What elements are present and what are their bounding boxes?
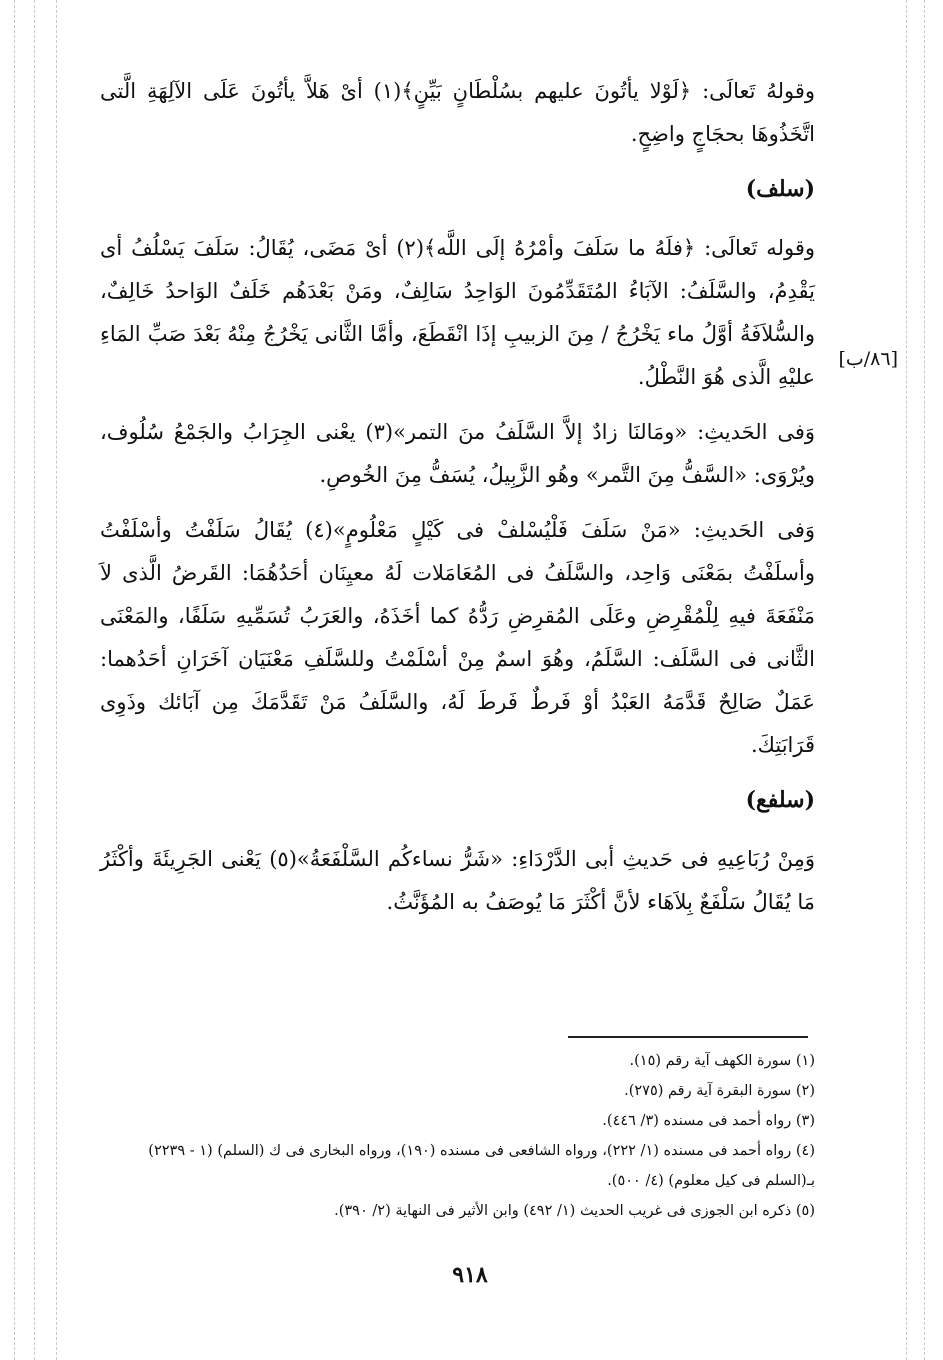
footnote-separator [568, 1036, 808, 1038]
entry-heading: (سلفع) [745, 787, 815, 813]
entry-heading: (سلف) [745, 176, 815, 202]
page-number: ٩١٨ [452, 1262, 488, 1288]
footnote: (١) سورة الكهف آية رقم (١٥). [629, 1053, 815, 1069]
margin-guide-line [34, 0, 35, 1360]
margin-guide-line [924, 0, 925, 1360]
margin-guide-line [906, 0, 907, 1360]
footnotes [100, 1046, 815, 1226]
margin-guide-line [56, 0, 57, 1360]
footnote: (٥) ذكره ابن الجوزى فى غريب الحديث (١/ ٤٩٢) وابن الأثير فى النهاية (٢/ ٣٩٠). [334, 1203, 815, 1219]
footnote: (٤) رواه أحمد فى مسنده (١/ ٢٢٢)، ورواه الشافعى فى مسنده (١٩٠)، ورواه البخارى فى ك (السلم) (١ - ٢٢٣٩) بـ(السلم فى كيل معلوم) (٤/ ٥٠٠). [148, 1143, 815, 1189]
folio-margin-note: [٨٦/ب] [838, 348, 898, 370]
paragraph: وَمِنْ رُبَاعِيهِ فى حَديثِ أبى الدَّرْدَاءِ: «شَرُّ نساءكُم السَّلْفَعَةُ»(٥) يَعْنى الجَرِيئَةَ وأكْثَرُ مَا يُقَالُ سَلْفَعٌ بِلاَهَاء لأنَّ أكْثَرَ مَا يُوصَفُ به المُؤَنَّثُ. [100, 847, 816, 914]
paragraph: وَفى الحَديثِ: «ومَالنَا زادٌ إلاَّ السَّلَفُ منَ التمر»(٣) يعْنى الجِرَابُ والجَمْعُ سُلُوف، ويُرْوَى: «السَّفُّ مِنَ التَّمر» وهُو الزَّبِيلُ، يُسَفُّ مِنَ الخُوصِ. [100, 420, 815, 487]
paragraph: وقولهُ تَعالَى: ﴿لَوْلا يأتُونَ عليهم بسُلْطَانٍ بَيِّنٍ﴾(١) أىْ هَلاَّ يأتُونَ عَلَى الآلِهَةِ الَّتى اتَّخَذُوهَا بحجَاجٍ واضِحٍ. [100, 79, 815, 146]
paragraph: وقوله تَعالَى: ﴿فلَهُ ما سَلَفَ وأمْرُهُ إلَى اللَّه﴾(٢) أىْ مَضَى، يُقَالُ: سَلَفَ يَسْلُفُ أى يَقْدِمُ، والسَّلَفُ: الآبَاءُ المُتَقَدِّمُونَ الوَاحِدُ سَالِفٌ، ومَنْ بَعْدَهُم خَلَفٌ الوَاحدُ خَالِفٌ، والسُّلاَفَةُ أوَّلُ ماء يَخْرُجُ / مِنَ الزبيبِ إذَا انْقَطَعَ، وأمَّا الثَّانى يَخْرُجُ مِنْهُ بَعْدَ صَبِّ المَاءِ عليْهِ الَّذى هُوَ النَّطْلُ. [100, 236, 815, 389]
footnote: (٣) رواه أحمد فى مسنده (٣/ ٤٤٦). [602, 1113, 815, 1129]
footnote: (٢) سورة البقرة آية رقم (٢٧٥). [624, 1083, 815, 1099]
paragraph: وَفى الحَديثِ: «مَنْ سَلَفَ فَلْيُسْلفْ فى كَيْلٍ مَعْلُومٍ»(٤) يُقَالُ سَلَفْتُ وأسْلَفْتُ وأسلَفْتُ بمَعْنَى وَاحِد، والسَّلَفُ فى المُعَامَلات لَهُ معيِنَان أحَدُهُمَا: القَرضُ الَّذى لاَ مَنْفَعَةَ فيهِ لِلْمُقْرِضِ وعَلَى المُقرِضِ رَدُّهُ كما أخَذَهُ، والعَرَبُ تُسَمِّيهِ سَلَفًا، والمَعْنَى الثَّانى فى السَّلَف: السَّلَمُ، وهُوَ اسمٌ مِنْ أسْلَمْتُ وللسَّلَفِ مَعْنَيَان آخَرَانِ أحَدُهما: عَمَلٌ صَالِحٌ قَدَّمَهُ العَبْدُ أوْ فَرطٌ فَرطَ لَهُ، والسَّلَفُ مَنْ تَقَدَّمَكَ مِن آبَائك وذَوِى قَرَابَتِكَ. [100, 518, 816, 757]
page-body [100, 70, 815, 936]
margin-guide-line [14, 0, 15, 1360]
